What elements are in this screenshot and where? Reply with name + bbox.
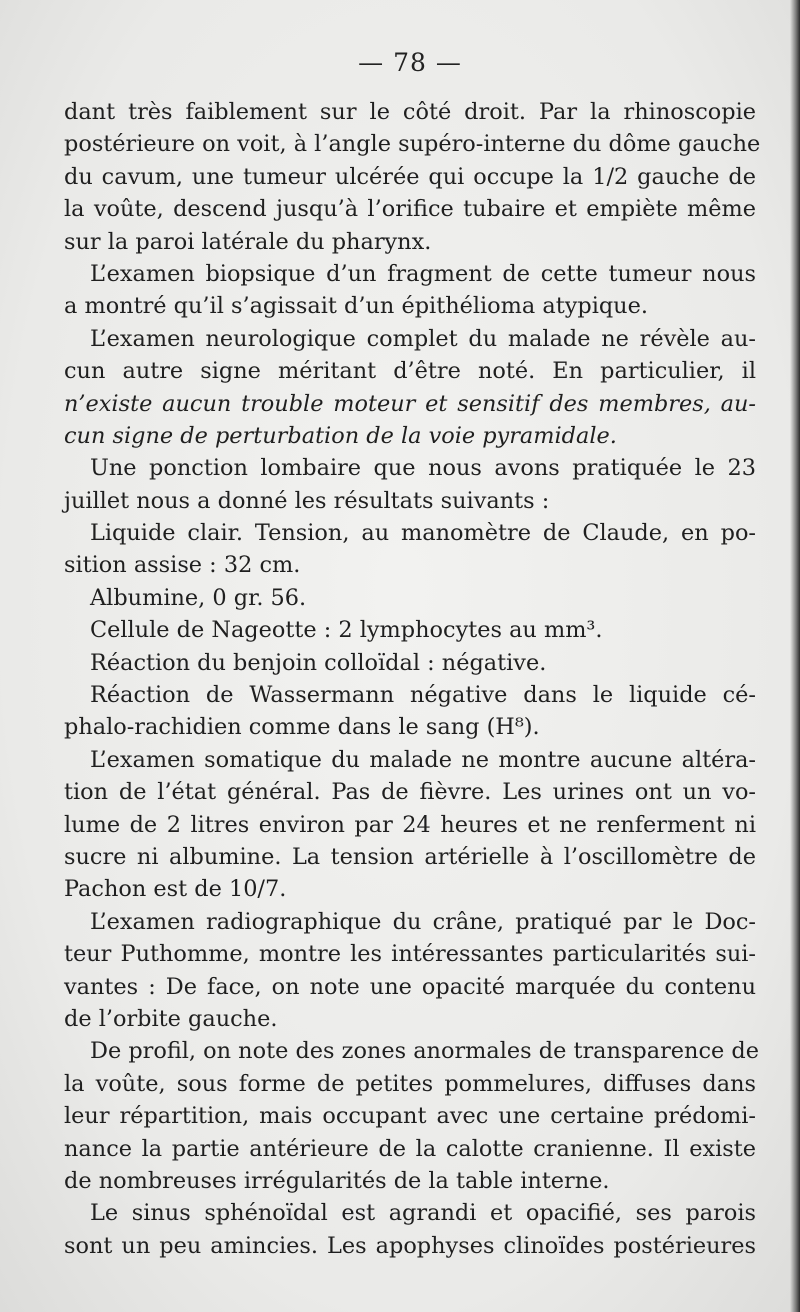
page-edge-shadow [790, 0, 800, 1312]
text-line: L’examen biopsique d’un fragment de cette tumeur nous [90, 260, 756, 287]
text-line: juillet nous a donné les résultats suivants : [64, 487, 550, 514]
text-line: Pachon est de 10/7. [64, 876, 287, 903]
text-line: Réaction de Wassermann négative dans le liquide cé- [90, 682, 756, 709]
text-line: Une ponction lombaire que nous avons pratiquée le 23 [90, 455, 756, 482]
text-line: postérieure on voit, à l’angle supéro-interne du dôme gauche [64, 131, 761, 158]
text-line: lume de 2 litres environ par 24 heures et ne renferment ni [64, 811, 756, 838]
text-line: a montré qu’il s’agissait d’un épithélioma atypique. [64, 293, 648, 320]
text-line: cun autre signe méritant d’être noté. En particulier, il [64, 358, 756, 385]
text-line: sont un peu amincies. Les apophyses clinoïdes postérieures [64, 1232, 756, 1259]
text-line: sition assise : 32 cm. [64, 552, 301, 579]
body-text [64, 96, 761, 1262]
text-line: sucre ni albumine. La tension artérielle à l’oscillomètre de [64, 843, 756, 870]
text-line: De profil, on note des zones anormales de transparence de [90, 1038, 759, 1065]
text-line: L’examen radiographique du crâne, pratiqué par le Doc- [90, 908, 756, 935]
text-line: dant très faiblement sur le côté droit. Par la rhinoscopie [64, 99, 756, 125]
text-line: Réaction du benjoin colloïdal : négative. [90, 649, 547, 676]
text-line: vantes : De face, on note une opacité marquée du contenu [64, 973, 756, 1000]
text-line: n’existe aucun trouble moteur et sensitif des membres, au- [64, 390, 756, 417]
text-line: la voûte, descend jusqu’à l’orifice tubaire et empiète même [64, 196, 756, 223]
text-line: sur la paroi latérale du pharynx. [64, 228, 432, 255]
text-line: nance la partie antérieure de la calotte cranienne. Il existe [64, 1135, 756, 1162]
text-line: L’examen neurologique complet du malade ne révèle au- [90, 325, 756, 352]
text-line: leur répartition, mais occupant avec une certaine prédomi- [64, 1103, 756, 1130]
text-line: Albumine, 0 gr. 56. [90, 584, 307, 611]
text-line: Le sinus sphénoïdal est agrandi et opacifié, ses parois [90, 1200, 756, 1227]
text-line: teur Puthomme, montre les intéressantes particularités sui- [64, 941, 756, 968]
text-line: Liquide clair. Tension, au manomètre de Claude, en po- [90, 520, 756, 547]
text-line: la voûte, sous forme de petites pommelures, diffuses dans [64, 1070, 756, 1097]
text-line: Cellule de Nageotte : 2 lymphocytes au mm³. [90, 617, 603, 644]
text-line: du cavum, une tumeur ulcérée qui occupe la 1/2 gauche de [64, 163, 756, 190]
text-line: tion de l’état général. Pas de fièvre. Les urines ont un vo- [64, 779, 756, 806]
text-line: de l’orbite gauche. [64, 1005, 278, 1032]
text-line: de nombreuses irrégularités de la table interne. [64, 1167, 610, 1194]
text-line: phalo-rachidien comme dans le sang (H⁸). [64, 714, 540, 741]
text-line: L’examen somatique du malade ne montre aucune altéra- [90, 746, 756, 773]
page-number: — 78 — [358, 48, 462, 77]
text-line: cun signe de perturbation de la voie pyramidale. [64, 422, 617, 449]
